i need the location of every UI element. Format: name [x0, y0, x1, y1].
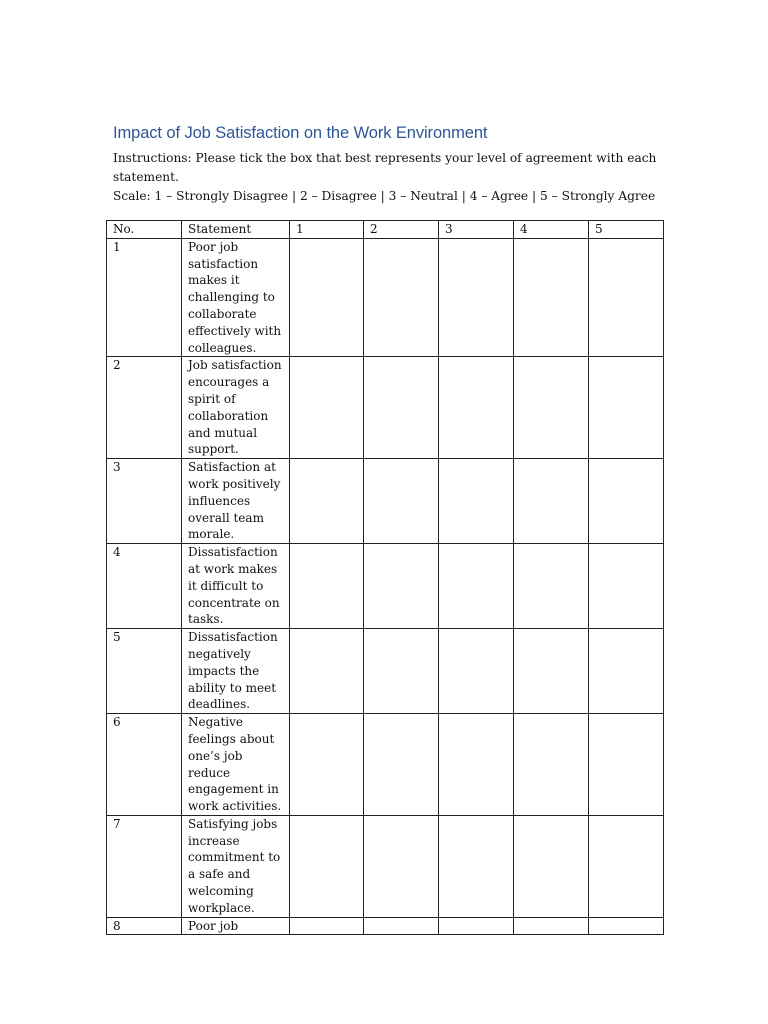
table-row [107, 238, 664, 357]
statement-line: collaboration [188, 408, 269, 423]
rating-checkbox-4[interactable] [514, 238, 589, 357]
rating-checkbox-3[interactable] [439, 629, 514, 714]
rating-checkbox-5[interactable] [589, 714, 664, 816]
rating-checkbox-3[interactable] [439, 544, 514, 629]
statement-line: and mutual [188, 425, 258, 440]
table-row [107, 917, 664, 935]
header-cell-3: 3 [439, 221, 514, 239]
rating-checkbox-5[interactable] [589, 815, 664, 917]
rating-checkbox-4[interactable] [514, 544, 589, 629]
statement-line: Job satisfaction [188, 358, 282, 373]
rating-checkbox-5[interactable] [589, 238, 664, 357]
rating-checkbox-2[interactable] [364, 917, 439, 935]
rating-checkbox-5[interactable] [589, 357, 664, 459]
statement-line: overall team [188, 510, 264, 525]
table-row [107, 629, 664, 714]
statement-line: welcoming [188, 884, 254, 899]
rating-checkbox-3[interactable] [439, 357, 514, 459]
statement-line: increase [188, 833, 240, 848]
rating-checkbox-3[interactable] [439, 714, 514, 816]
rating-checkbox-4[interactable] [514, 357, 589, 459]
rating-checkbox-2[interactable] [364, 629, 439, 714]
rating-checkbox-2[interactable] [364, 544, 439, 629]
statement-line: engagement in [188, 782, 279, 797]
rating-checkbox-2[interactable] [364, 815, 439, 917]
rating-checkbox-2[interactable] [364, 459, 439, 544]
rating-checkbox-1[interactable] [290, 815, 364, 917]
rating-checkbox-1[interactable] [290, 357, 364, 459]
statement-line: challenging to [188, 290, 275, 305]
statement-line: commitment to [188, 850, 281, 865]
row-number: 5 [107, 629, 182, 714]
statement-cell [182, 357, 290, 459]
survey-table [106, 220, 664, 935]
rating-checkbox-5[interactable] [589, 459, 664, 544]
statement-line: effectively with [188, 323, 282, 338]
statement-line: tasks. [188, 612, 224, 627]
statement-line: ability to meet [188, 680, 277, 695]
rating-checkbox-5[interactable] [589, 917, 664, 935]
rating-checkbox-4[interactable] [514, 629, 589, 714]
rating-checkbox-2[interactable] [364, 714, 439, 816]
row-number: 2 [107, 357, 182, 459]
statement-line: Negative [188, 715, 243, 730]
table-row [107, 714, 664, 816]
statement-line: Dissatisfaction [188, 630, 278, 645]
statement-cell [182, 238, 290, 357]
statement-line: impacts the [188, 663, 260, 678]
statement-line: encourages a [188, 375, 270, 390]
statement-cell [182, 714, 290, 816]
rating-scale: Scale: 1 – Strongly Disagree | 2 – Disagree | 3 – Neutral | 4 – Agree | 5 – Strongly Agree [113, 189, 656, 203]
statement-line: satisfaction [188, 256, 259, 271]
statement-line: Dissatisfaction [188, 545, 278, 560]
statement-line: work positively [188, 476, 281, 491]
statement-line: Poor job [188, 239, 239, 254]
rating-checkbox-3[interactable] [439, 815, 514, 917]
rating-checkbox-1[interactable] [290, 544, 364, 629]
rating-checkbox-3[interactable] [439, 459, 514, 544]
statement-line: Poor job [188, 918, 239, 933]
statement-line: reduce [188, 765, 231, 780]
rating-checkbox-3[interactable] [439, 917, 514, 935]
statement-line: support. [188, 442, 239, 457]
row-number: 6 [107, 714, 182, 816]
statement-line: one’s job [188, 748, 243, 763]
rating-checkbox-1[interactable] [290, 714, 364, 816]
rating-checkbox-1[interactable] [290, 917, 364, 935]
table-row [107, 815, 664, 917]
statement-cell [182, 815, 290, 917]
statement-line: at work makes [188, 561, 278, 576]
rating-checkbox-5[interactable] [589, 544, 664, 629]
header-cell-2: 2 [364, 221, 439, 239]
rating-checkbox-1[interactable] [290, 629, 364, 714]
rating-checkbox-4[interactable] [514, 714, 589, 816]
header-cell-5: 5 [589, 221, 664, 239]
rating-checkbox-1[interactable] [290, 459, 364, 544]
table-row [107, 459, 664, 544]
header-cell-1: 1 [290, 221, 364, 239]
statement-cell [182, 459, 290, 544]
statement-line: concentrate on [188, 595, 280, 610]
statement-line: spirit of [188, 391, 236, 406]
statement-line: deadlines. [188, 697, 251, 712]
statement-line: collaborate [188, 306, 257, 321]
statement-line: influences [188, 493, 251, 508]
row-number: 3 [107, 459, 182, 544]
instructions-line-1: Instructions: Please tick the box that best represents your level of agreement with each [113, 151, 657, 165]
rating-checkbox-1[interactable] [290, 238, 364, 357]
instructions-line-2: statement. [113, 170, 179, 184]
rating-checkbox-2[interactable] [364, 357, 439, 459]
statement-line: morale. [188, 527, 235, 542]
statement-cell [182, 544, 290, 629]
statement-line: it difficult to [188, 578, 264, 593]
header-cell-statement: Statement [182, 221, 290, 239]
page-title: Impact of Job Satisfaction on the Work Environment [113, 124, 488, 142]
table-header-row [107, 221, 664, 239]
statement-line: work activities. [188, 799, 282, 814]
header-cell-no: No. [107, 221, 182, 239]
statement-line: workplace. [188, 900, 255, 915]
header-cell-4: 4 [514, 221, 589, 239]
row-number: 7 [107, 815, 182, 917]
rating-checkbox-3[interactable] [439, 238, 514, 357]
table-row [107, 357, 664, 459]
statement-cell [182, 629, 290, 714]
table-row [107, 544, 664, 629]
statement-line: Satisfaction at [188, 460, 276, 475]
statement-line: Satisfying jobs [188, 816, 278, 831]
rating-checkbox-4[interactable] [514, 815, 589, 917]
rating-checkbox-4[interactable] [514, 917, 589, 935]
statement-cell [182, 917, 290, 935]
rating-checkbox-5[interactable] [589, 629, 664, 714]
statement-line: makes it [188, 273, 240, 288]
row-number: 1 [107, 238, 182, 357]
rating-checkbox-4[interactable] [514, 459, 589, 544]
row-number: 8 [107, 917, 182, 935]
statement-line: negatively [188, 646, 251, 661]
statement-line: colleagues. [188, 340, 257, 355]
row-number: 4 [107, 544, 182, 629]
rating-checkbox-2[interactable] [364, 238, 439, 357]
statement-line: feelings about [188, 731, 275, 746]
statement-line: a safe and [188, 867, 251, 882]
